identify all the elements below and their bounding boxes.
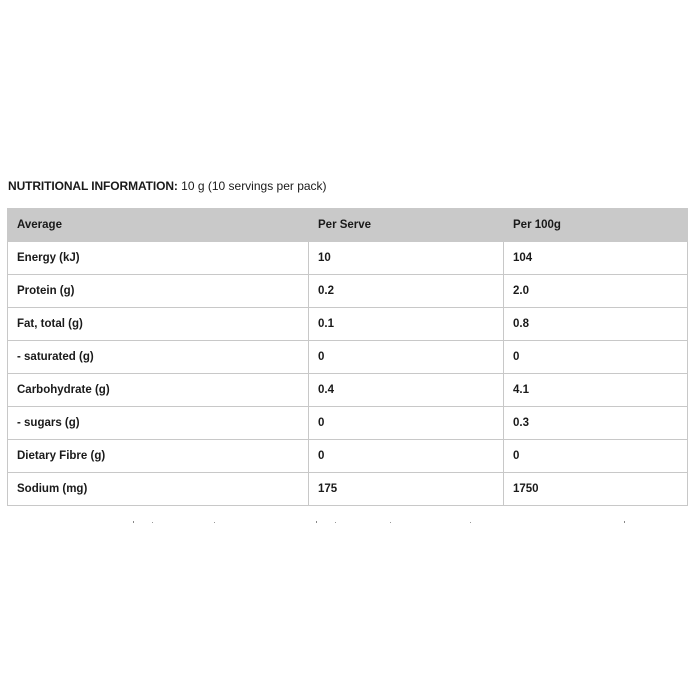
artifact-speck (390, 522, 391, 523)
artifact-speck (133, 521, 134, 523)
per-serve-value: 0.4 (309, 374, 504, 407)
artifact-speck (624, 521, 625, 523)
artifact-speck (470, 522, 471, 523)
nutrition-heading-label: NUTRITIONAL INFORMATION: (8, 179, 178, 193)
per-100g-value: 4.1 (504, 374, 688, 407)
nutrient-name: Carbohydrate (g) (8, 374, 309, 407)
per-100g-value: 0 (504, 341, 688, 374)
nutrient-name: - saturated (g) (8, 341, 309, 374)
nutrient-name: Fat, total (g) (8, 308, 309, 341)
nutrient-name: - sugars (g) (8, 407, 309, 440)
nutrient-name: Dietary Fibre (g) (8, 440, 309, 473)
per-serve-value: 175 (309, 473, 504, 506)
per-serve-value: 0 (309, 341, 504, 374)
header-average: Average (8, 209, 309, 242)
per-serve-value: 0.2 (309, 275, 504, 308)
header-per-100g: Per 100g (504, 209, 688, 242)
header-per-serve: Per Serve (309, 209, 504, 242)
per-serve-value: 0 (309, 440, 504, 473)
per-100g-value: 0 (504, 440, 688, 473)
per-100g-value: 1750 (504, 473, 688, 506)
nutrient-name: Sodium (mg) (8, 473, 309, 506)
per-serve-value: 0.1 (309, 308, 504, 341)
artifact-speck (214, 522, 215, 523)
artifact-speck (152, 522, 153, 523)
per-100g-value: 0.3 (504, 407, 688, 440)
nutrient-name: Energy (kJ) (8, 242, 309, 275)
serving-info: 10 g (10 servings per pack) (177, 179, 327, 193)
per-serve-value: 10 (309, 242, 504, 275)
per-100g-value: 0.8 (504, 308, 688, 341)
per-100g-value: 104 (504, 242, 688, 275)
per-serve-value: 0 (309, 407, 504, 440)
artifact-speck (316, 521, 317, 523)
per-100g-value: 2.0 (504, 275, 688, 308)
nutrient-name: Protein (g) (8, 275, 309, 308)
artifact-speck (335, 522, 336, 523)
